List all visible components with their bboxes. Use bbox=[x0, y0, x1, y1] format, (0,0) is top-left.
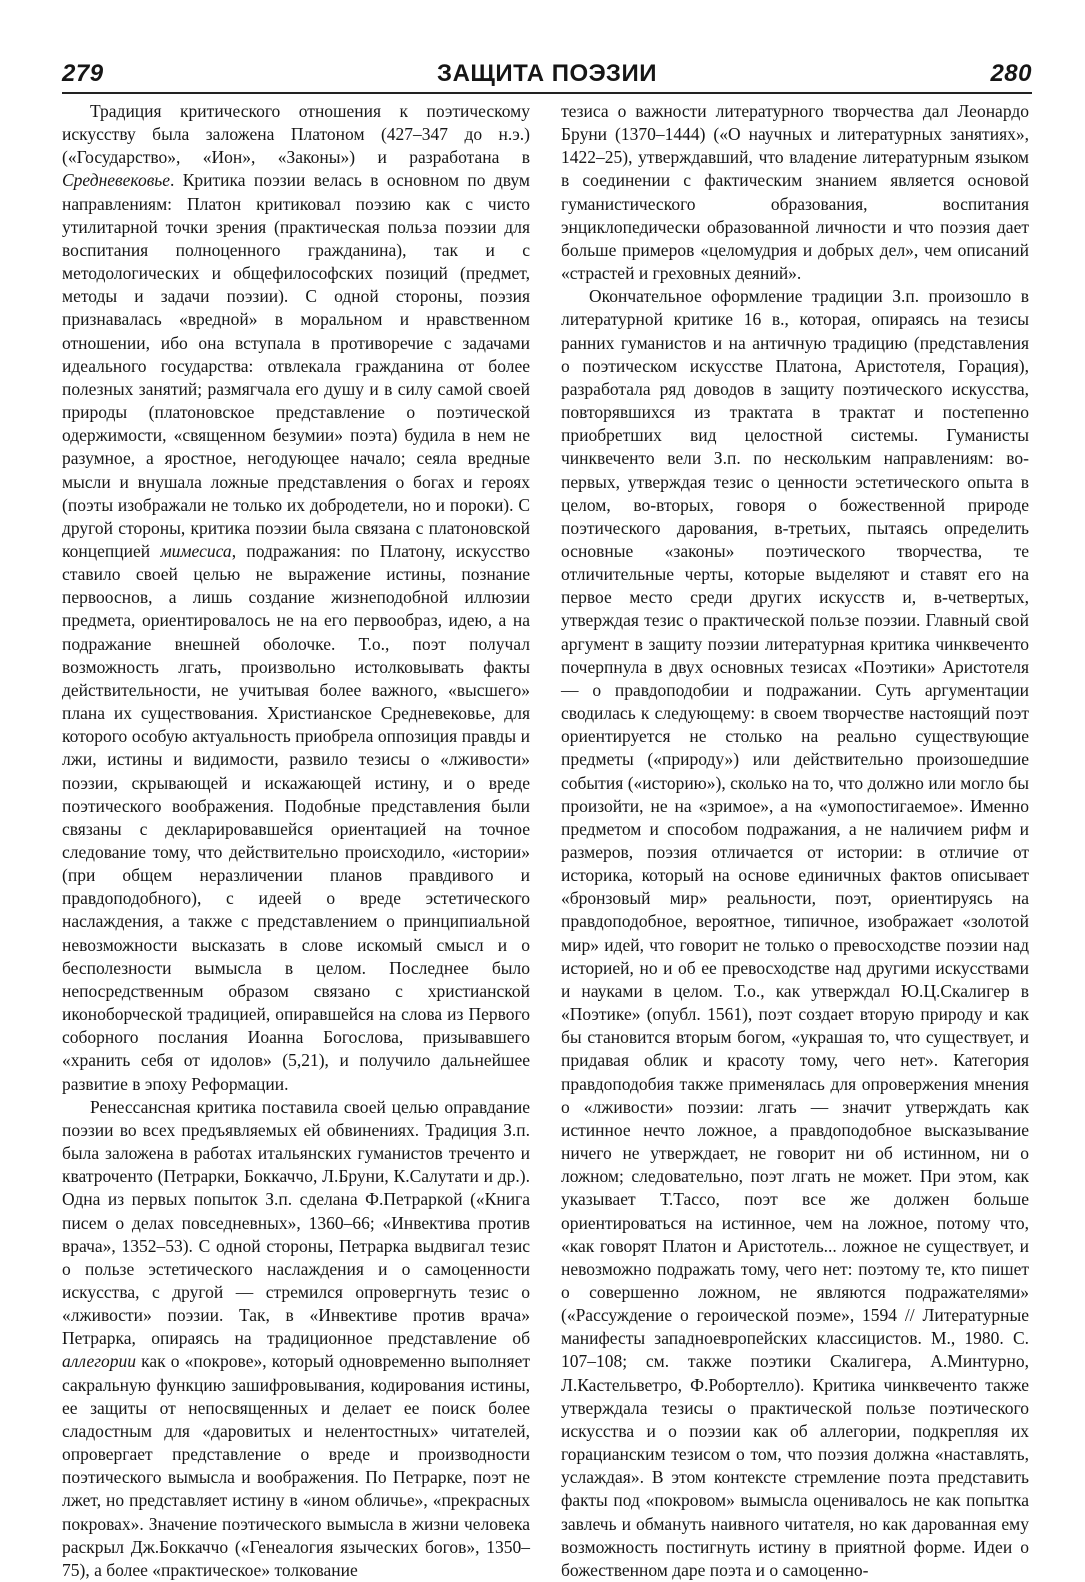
page-header bbox=[62, 60, 1032, 94]
page-number-left: 279 bbox=[62, 60, 104, 87]
paragraph: Окончательное оформление традиции З.п. произошло в литературной критике 16 в., которая, опираясь на тезисы ранних гуманистов и на античную традицию (представления о поэтическом искусстве Платона, Аристотеля, Горация), разработала ряд доводов в защиту поэтического искусства, повторявшихся из трактата в трактат и постепенно приобретших вид целостной системы. Гуманисты чинквеченто вели З.п. по нескольким направлениям: во-первых, утверждая тезис о ценности эстетического опыта в целом, во-вторых, говоря о божественной природе поэтического дарования, в-третьих, пытаясь определить основные «законы» поэтического творчества, те отличительные черты, которые выделяют и ставят его на первое место среди других искусств и, в-четвертых, утверждая тезис о практической пользе поэзии. Главный свой аргумент в защиту поэзии литературная критика чинквеченто почерпнула в двух основных тезисах «Поэтики» Аристотеля — о правдоподобии и подражании. Суть аргументации сводилась к следующему: в своем творчестве настоящий поэт ориентируется не столько на реально существующие предметы («природу») или действительно произошедшие события («историю»), сколько на то, что должно или могло бы произойти, не на «зримое», а на «умопостигаемое». Именно предметом и способом подражания, а не наличием рифм и размеров, поэзия отличается от истории: в отличие от историка, который на основе единичных фактов описывает «бронзовый мир» реальности, поэт, ориентируясь на правдоподобное, вероятное, типичное, изображает «золотой мир» идей, что говорит не только о превосходстве поэзии над историей, но и об ее превосходстве над другими искусствами и науками в целом. Т.о., как утверждал Ю.Ц.Скалигер в «Поэтике» (опубл. 1561), поэт создает вторую природу и как бы становится вторым богом, «украшая то, что существует, и придавая облик и красоту тому, чего нет». Категория правдоподобия также применялась для опровержения мнения о «лживости» поэзии: лгать — значит утверждать как истинное нечто ложное, а правдоподобное высказывание ничего не утверждает, не говорит ни об истинном, ни о ложном; следовательно, поэт лгать не может. При этом, как указывает Т.Тассо, поэт все же должен больше ориентироваться на истинное, чем на ложное, потому что, «как говорят Платон и Аристотель... ложное не существует, и невозможно подражать тому, чего нет: поэтому те, кто пишет о совершенно ложном, не являются подражателями» («Рассуждение о героической поэме», 1594 // Литературные манифесты западноевропейских классицистов. М., 1980. С. 107–108; см. также поэтики Скалигера, А.Минтурно, Л.Кастельветро, Ф.Робортелло). Критика чинквеченто также утверждала тезисы о практической пользе поэтического искусства и о поэзии как об аллегории, подкрепляя их горацианским тезисом о том, что поэзия должна «наставлять, услаждая». В этом контексте стремление поэта представить факты под «покровом» вымысла оценивалось не как попытка завлечь и обмануть наивного читателя, но как дарованная ему возможность постигнуть истину в приятной форме. Идеи о божественном даре поэта и о самоценно- bbox=[561, 286, 1029, 1580]
paragraph bbox=[62, 100, 530, 1096]
italic-term: Средневековье bbox=[62, 170, 171, 191]
text-run: как о «покрове», который одновременно выполняет сакральную функцию зашифровывания, кодирования истины, ее защиты от непосвященных и делает ее поиск более сладостным для «даровитых и нелентостных» читателей, опровергает представление о вреде и производности поэтического вымысла и воображения. По Петрарке, поэт не лжет, но представляет истину в «ином обличье», «прекрасных покровах». Значение поэтического вымысла в жизни человека раскрыл Дж.Боккаччо («Генеалогия языческих богов», 1350–75), а более «практическое» толкование bbox=[62, 1351, 530, 1580]
right-column bbox=[561, 100, 1029, 1580]
italic-term: мимесиса bbox=[160, 540, 232, 561]
text-run: , подражания: по Платону, искусство ставило своей целью не выражение истины, познание первооснов, а лишь создание жизнеподобной иллюзии предмета, ориентировалось не на его первообраз, идею, а на подражание внешней оболочке. Т.о., поэт получал возможность лгать, произвольно истолковывать факты действительности, не учитывая более важного, «высшего» плана их существования. Христианское Средневековье, для которого особую актуальность приобрела оппозиция правды и лжи, истины и видимости, развило тезисы о «лживости» поэзии, скрывающей и искажающей истину, и о вреде поэтического воображения. Подобные представления были связаны с декларировавшейся ориентацией на точное следование тому, что действительно происходило, «истории» (при общем неразличении планов правдивого и правдоподобного), с идеей о вреде эстетического наслаждения, а также с представлением о принципиальной невозможности высказать в слове искомый смысл и о бесполезности вымысла в целом. Последнее было непосредственным образом связано с христианской иконоборческой традицией, опиравшейся на слова из Первого соборного послания Иоанна Богослова, призывавшего «хранить себя от идолов» (5,21), и получило дальнейшее развитие в эпоху Реформации. bbox=[62, 540, 531, 1094]
italic-term: аллегории bbox=[62, 1351, 137, 1372]
page-number-right: 280 bbox=[990, 60, 1032, 87]
left-column bbox=[62, 100, 531, 1580]
paragraph-continued: тезиса о важности литературного творчества дал Леонардо Бруни (1370–1444) («О научных и литературных занятиях», 1422–25), утверждавший, что владение литературным языком в соединении с фактическим знанием является основой гуманистического образования, воспитания энциклопедически образованной личности и что поэзия дает больше примеров «целомудрия и добрых дел», чем описаний «страстей и греховных деяний». bbox=[561, 101, 1029, 284]
text-run: Ренессансная критика поставила своей целью оправдание поэзии во всех предъявляемых ей обвинениях. Традиция З.п. была заложена в работах итальянских гуманистов треченто и кватроченто (Петрарки, Боккаччо, Л.Бруни, К.Салутати и др.). Одна из первых попыток З.п. сделана Ф.Петраркой («Книга писем о делах повседневных», 1360–66; «Инвектива против врача», 1352–53). С одной стороны, Петрарка выдвигал тезис о пользе эстетического наслаждения и о самоценности искусства, с другой — стремился опровергнуть тезис о «лживости» поэзии. Так, в «Инвективе против врача» Петрарка, опираясь на традиционное представление об bbox=[62, 1096, 530, 1349]
text-run: Традиция критического отношения к поэтическому искусству была заложена Платоном (427–347 до н.э.) («Государство», «Ион», «Законы») и разработана в bbox=[62, 101, 530, 168]
header-rule bbox=[62, 92, 1032, 94]
text-run: . Критика поэзии велась в основном по двум направлениям: Платон критиковал поэзию как с чисто утилитарной точки зрения (практическая польза поэзии для воспитания полноценного гражданина), так и с методологических и общефилософских позиций (предмет, методы и задачи поэзии). С одной стороны, поэзия признавалась «вредной» в моральном и нравственном отношении, ибо она вступала в противоречие с задачами идеального государства: отвлекала гражданина от более полезных занятий; размягчала его душу и в силу самой своей природы (платоновское представление о поэтической одержимости, «священном безумии» поэта) будила в нем не разумное, а яростное, негодующее начало; сеяла вредные мысли и внушала ложные представления о богах и героях (поэты изображали не только их добродетели, но и пороки). С другой стороны, критика поэзии была связана с платоновской концепцией bbox=[62, 170, 530, 561]
running-title: ЗАЩИТА ПОЭЗИИ bbox=[437, 60, 657, 87]
paragraph bbox=[62, 1096, 530, 1582]
